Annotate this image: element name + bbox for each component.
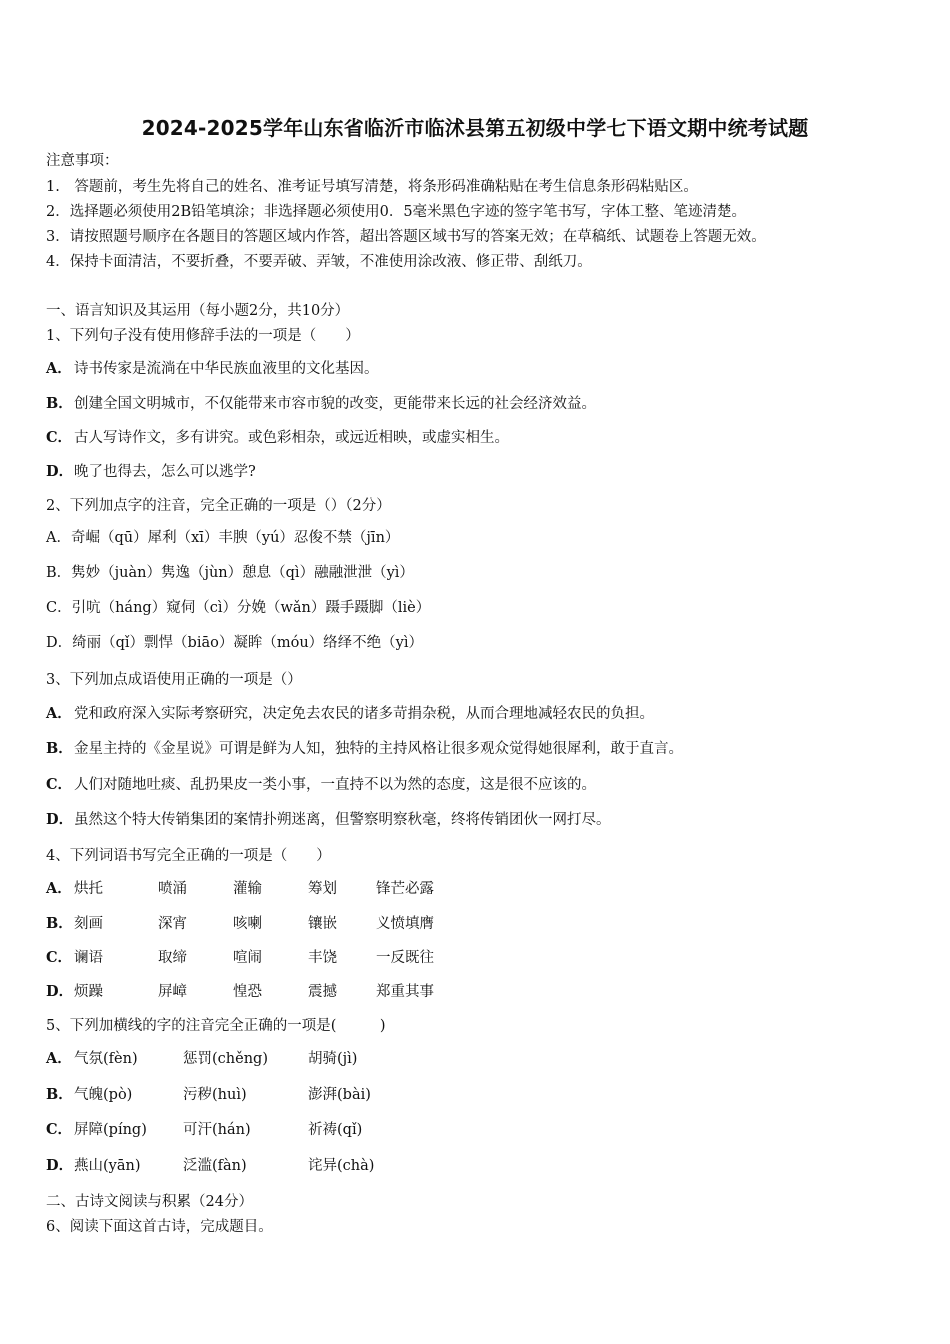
word-row bbox=[46, 1049, 906, 1069]
option-row: D．绮丽（qǐ）剽悍（biāo）凝眸（móu）络绎不绝（yì） bbox=[46, 635, 423, 651]
word: 震撼 bbox=[308, 984, 337, 1000]
option-row bbox=[46, 359, 379, 379]
word: 喧闹 bbox=[233, 950, 262, 966]
option-row bbox=[46, 810, 611, 830]
option-row bbox=[46, 739, 683, 759]
word: 气氛(fèn) bbox=[74, 1051, 138, 1067]
option-text: 金星主持的《金星说》可谓是鲜为人知，独特的主持风格让很多观众觉得她很犀利，敢于直言。 bbox=[74, 741, 683, 757]
option-text: 晚了也得去，怎么可以逃学? bbox=[74, 464, 256, 480]
section-heading: 二、古诗文阅读与积累（24分） bbox=[46, 1194, 253, 1210]
notice-item: 3．请按照题号顺序在各题目的答题区域内作答，超出答题区域书写的答案无效；在草稿纸、试题卷上答题无效。 bbox=[46, 229, 766, 245]
word-row bbox=[46, 879, 906, 899]
word: 刻画 bbox=[74, 916, 103, 932]
option-text: 创建全国文明城市，不仅能带来市容市貌的改变，更能带来长远的社会经济效益。 bbox=[74, 396, 596, 412]
option-row bbox=[46, 704, 654, 724]
word: 气魄(pò) bbox=[74, 1087, 133, 1103]
word: 诧异(chà) bbox=[308, 1158, 375, 1174]
question-stem: 6、阅读下面这首古诗，完成题目。 bbox=[46, 1219, 273, 1235]
word: 惩罚(chěng) bbox=[183, 1051, 268, 1067]
option-row: C．引吭（háng）窥伺（cì）分娩（wǎn）蹑手蹑脚（liè） bbox=[46, 600, 431, 616]
option-letter: D． bbox=[46, 1157, 74, 1174]
option-row: A．奇崛（qū）犀利（xī）丰腴（yú）忍俊不禁（jīn） bbox=[46, 530, 400, 546]
word: 屏嶂 bbox=[158, 984, 187, 1000]
word: 一反既往 bbox=[376, 950, 434, 966]
word: 谰语 bbox=[74, 950, 103, 966]
word: 惶恐 bbox=[233, 984, 262, 1000]
notice-heading: 注意事项： bbox=[46, 153, 119, 169]
option-letter: D． bbox=[46, 463, 74, 480]
word: 咳喇 bbox=[233, 916, 262, 932]
word: 祈祷(qǐ) bbox=[308, 1122, 363, 1138]
exam-title: 2024-2025学年山东省临沂市临沭县第五初级中学七下语文期中统考试题 bbox=[141, 116, 809, 140]
option-text: 党和政府深入实际考察研究，决定免去农民的诸多苛捐杂税，从而合理地减轻农民的负担。 bbox=[74, 706, 654, 722]
question-stem: 3、下列加点成语使用正确的一项是（） bbox=[46, 672, 302, 688]
word: 喷涌 bbox=[158, 881, 187, 897]
question-stem: 2、下列加点字的注音，完全正确的一项是（）（2分） bbox=[46, 498, 391, 514]
word-row bbox=[46, 948, 906, 968]
notice-item: 4．保持卡面清洁，不要折叠，不要弄破、弄皱，不准使用涂改液、修正带、刮纸刀。 bbox=[46, 254, 592, 270]
word: 锋芒必露 bbox=[376, 881, 434, 897]
word: 泛滥(fàn) bbox=[183, 1158, 247, 1174]
option-letter: C． bbox=[46, 949, 73, 966]
word-row bbox=[46, 1085, 906, 1105]
question-stem: 1、下列句子没有使用修辞手法的一项是（ ） bbox=[46, 328, 360, 344]
word: 筹划 bbox=[308, 881, 337, 897]
option-row: B．隽妙（juàn）隽逸（jùn）憩息（qì）融融泄泄（yì） bbox=[46, 565, 414, 581]
word: 灌输 bbox=[233, 881, 262, 897]
option-letter: C． bbox=[46, 1121, 73, 1138]
word: 屏障(píng) bbox=[74, 1122, 147, 1138]
section-heading: 一、语言知识及其运用（每小题2分，共10分） bbox=[46, 303, 350, 319]
option-letter: A． bbox=[46, 705, 72, 722]
option-text: 虽然这个特大传销集团的案情扑朔迷离，但警察明察秋毫，终将传销团伙一网打尽。 bbox=[74, 812, 611, 828]
option-row bbox=[46, 394, 596, 414]
word: 深宵 bbox=[158, 916, 187, 932]
option-letter: B． bbox=[46, 915, 73, 932]
question-stem: 5、下列加横线的字的注音完全正确的一项是( ) bbox=[46, 1018, 386, 1034]
word: 镶嵌 bbox=[308, 916, 337, 932]
word: 烘托 bbox=[74, 881, 103, 897]
word: 郑重其事 bbox=[376, 984, 434, 1000]
option-letter: A． bbox=[46, 880, 72, 897]
option-letter: D． bbox=[46, 983, 74, 1000]
option-text: 古人写诗作文，多有讲究。或色彩相杂，或远近相映，或虚实相生。 bbox=[74, 430, 509, 446]
word: 义愤填膺 bbox=[376, 916, 434, 932]
word-row bbox=[46, 1156, 906, 1176]
word: 澎湃(bài) bbox=[308, 1087, 371, 1103]
option-row bbox=[46, 775, 596, 795]
word-row bbox=[46, 1120, 906, 1140]
notice-item: 2．选择题必须使用2B铅笔填涂；非选择题必须使用0．5毫米黑色字迹的签字笔书写，字体工整、笔迹清楚。 bbox=[46, 204, 747, 220]
option-letter: C． bbox=[46, 429, 73, 446]
word: 污秽(huì) bbox=[183, 1087, 247, 1103]
word-row bbox=[46, 982, 906, 1002]
option-text: 人们对随地吐痰、乱扔果皮一类小事，一直持不以为然的态度，这是很不应该的。 bbox=[74, 777, 596, 793]
word: 可汗(hán) bbox=[183, 1122, 251, 1138]
word: 取缔 bbox=[158, 950, 187, 966]
option-letter: B． bbox=[46, 740, 73, 757]
option-letter: B． bbox=[46, 395, 73, 412]
option-letter: B． bbox=[46, 1086, 73, 1103]
word: 胡骑(jì) bbox=[308, 1051, 358, 1067]
notice-item: 1. 答题前，考生先将自己的姓名、准考证号填写清楚，将条形码准确粘贴在考生信息条形码粘贴区。 bbox=[46, 179, 698, 195]
option-letter: A． bbox=[46, 360, 72, 377]
option-letter: A． bbox=[46, 1050, 72, 1067]
word: 燕山(yān) bbox=[74, 1158, 141, 1174]
word: 烦躁 bbox=[74, 984, 103, 1000]
option-letter: D． bbox=[46, 811, 74, 828]
word-row bbox=[46, 914, 906, 934]
word: 丰饶 bbox=[308, 950, 337, 966]
option-letter: C． bbox=[46, 776, 73, 793]
option-row bbox=[46, 462, 256, 482]
option-text: 诗书传家是流淌在中华民族血液里的文化基因。 bbox=[74, 361, 379, 377]
option-row bbox=[46, 428, 509, 448]
question-stem: 4、下列词语书写完全正确的一项是（ ） bbox=[46, 848, 331, 864]
